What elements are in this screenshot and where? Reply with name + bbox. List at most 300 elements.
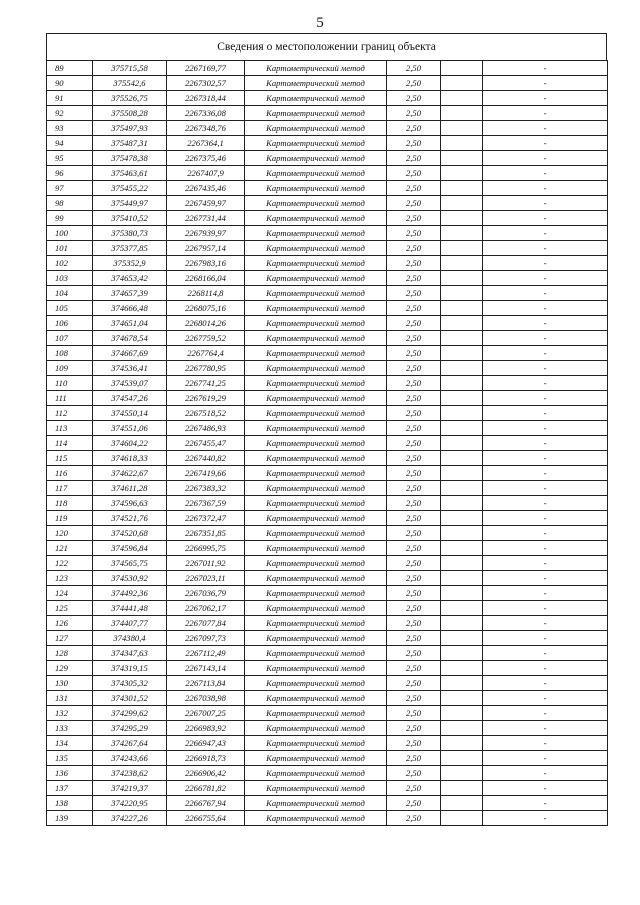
description-cell: - bbox=[483, 121, 608, 136]
method-cell: Картометрический метод bbox=[245, 286, 387, 301]
point-number-cell: 136 bbox=[47, 766, 93, 781]
description-cell: - bbox=[483, 811, 608, 826]
table-row bbox=[47, 286, 608, 301]
x-coordinate-cell: 374678,54 bbox=[93, 331, 167, 346]
method-cell: Картометрический метод bbox=[245, 391, 387, 406]
method-cell: Картометрический метод bbox=[245, 181, 387, 196]
y-coordinate-cell: 2267939,97 bbox=[167, 226, 245, 241]
x-coordinate-cell: 374596,63 bbox=[93, 496, 167, 511]
description-cell: - bbox=[483, 796, 608, 811]
accuracy-cell: 2,50 bbox=[387, 736, 441, 751]
table-row bbox=[47, 781, 608, 796]
table-row bbox=[47, 676, 608, 691]
point-number-cell: 111 bbox=[47, 391, 93, 406]
x-coordinate-cell: 374530,92 bbox=[93, 571, 167, 586]
y-coordinate-cell: 2267440,82 bbox=[167, 451, 245, 466]
y-coordinate-cell: 2267375,46 bbox=[167, 151, 245, 166]
method-cell: Картометрический метод bbox=[245, 646, 387, 661]
description-cell: - bbox=[483, 151, 608, 166]
method-cell: Картометрический метод bbox=[245, 196, 387, 211]
accuracy-cell: 2,50 bbox=[387, 691, 441, 706]
point-number-cell: 105 bbox=[47, 301, 93, 316]
coordinates-table-body bbox=[47, 61, 608, 826]
point-number-cell: 96 bbox=[47, 166, 93, 181]
y-coordinate-cell: 2267383,32 bbox=[167, 481, 245, 496]
description-cell: - bbox=[483, 451, 608, 466]
method-cell: Картометрический метод bbox=[245, 271, 387, 286]
x-coordinate-cell: 374596,84 bbox=[93, 541, 167, 556]
accuracy-cell: 2,50 bbox=[387, 91, 441, 106]
empty-cell bbox=[441, 736, 483, 751]
table-row bbox=[47, 61, 608, 76]
method-cell: Картометрический метод bbox=[245, 691, 387, 706]
table-row bbox=[47, 466, 608, 481]
point-number-cell: 124 bbox=[47, 586, 93, 601]
empty-cell bbox=[441, 706, 483, 721]
description-cell: - bbox=[483, 361, 608, 376]
point-number-cell: 115 bbox=[47, 451, 93, 466]
table-row bbox=[47, 136, 608, 151]
description-cell: - bbox=[483, 196, 608, 211]
point-number-cell: 121 bbox=[47, 541, 93, 556]
description-cell: - bbox=[483, 211, 608, 226]
method-cell: Картометрический метод bbox=[245, 721, 387, 736]
empty-cell bbox=[441, 481, 483, 496]
point-number-cell: 118 bbox=[47, 496, 93, 511]
x-coordinate-cell: 375715,58 bbox=[93, 61, 167, 76]
method-cell: Картометрический метод bbox=[245, 376, 387, 391]
method-cell: Картометрический метод bbox=[245, 61, 387, 76]
method-cell: Картометрический метод bbox=[245, 436, 387, 451]
empty-cell bbox=[441, 526, 483, 541]
x-coordinate-cell: 374653,42 bbox=[93, 271, 167, 286]
point-number-cell: 91 bbox=[47, 91, 93, 106]
empty-cell bbox=[441, 661, 483, 676]
method-cell: Картометрический метод bbox=[245, 631, 387, 646]
y-coordinate-cell: 2267336,08 bbox=[167, 106, 245, 121]
empty-cell bbox=[441, 541, 483, 556]
y-coordinate-cell: 2266995,75 bbox=[167, 541, 245, 556]
table-row bbox=[47, 106, 608, 121]
accuracy-cell: 2,50 bbox=[387, 391, 441, 406]
accuracy-cell: 2,50 bbox=[387, 526, 441, 541]
accuracy-cell: 2,50 bbox=[387, 661, 441, 676]
x-coordinate-cell: 375410,52 bbox=[93, 211, 167, 226]
y-coordinate-cell: 2267741,25 bbox=[167, 376, 245, 391]
point-number-cell: 97 bbox=[47, 181, 93, 196]
table-row bbox=[47, 451, 608, 466]
table-row bbox=[47, 391, 608, 406]
empty-cell bbox=[441, 316, 483, 331]
table-row bbox=[47, 601, 608, 616]
y-coordinate-cell: 2266906,42 bbox=[167, 766, 245, 781]
point-number-cell: 106 bbox=[47, 316, 93, 331]
accuracy-cell: 2,50 bbox=[387, 196, 441, 211]
description-cell: - bbox=[483, 271, 608, 286]
point-number-cell: 127 bbox=[47, 631, 93, 646]
empty-cell bbox=[441, 691, 483, 706]
point-number-cell: 104 bbox=[47, 286, 93, 301]
point-number-cell: 134 bbox=[47, 736, 93, 751]
description-cell: - bbox=[483, 286, 608, 301]
description-cell: - bbox=[483, 766, 608, 781]
x-coordinate-cell: 374657,39 bbox=[93, 286, 167, 301]
table-row bbox=[47, 301, 608, 316]
point-number-cell: 138 bbox=[47, 796, 93, 811]
y-coordinate-cell: 2267036,79 bbox=[167, 586, 245, 601]
x-coordinate-cell: 374565,75 bbox=[93, 556, 167, 571]
x-coordinate-cell: 374667,69 bbox=[93, 346, 167, 361]
empty-cell bbox=[441, 631, 483, 646]
method-cell: Картометрический метод bbox=[245, 121, 387, 136]
y-coordinate-cell: 2267038,98 bbox=[167, 691, 245, 706]
table-row bbox=[47, 271, 608, 286]
table-row bbox=[47, 706, 608, 721]
table-row bbox=[47, 481, 608, 496]
accuracy-cell: 2,50 bbox=[387, 151, 441, 166]
description-cell: - bbox=[483, 631, 608, 646]
y-coordinate-cell: 2267372,47 bbox=[167, 511, 245, 526]
method-cell: Картометрический метод bbox=[245, 496, 387, 511]
x-coordinate-cell: 375542,6 bbox=[93, 76, 167, 91]
empty-cell bbox=[441, 721, 483, 736]
empty-cell bbox=[441, 466, 483, 481]
empty-cell bbox=[441, 511, 483, 526]
point-number-cell: 109 bbox=[47, 361, 93, 376]
point-number-cell: 129 bbox=[47, 661, 93, 676]
empty-cell bbox=[441, 271, 483, 286]
table-row bbox=[47, 316, 608, 331]
accuracy-cell: 2,50 bbox=[387, 556, 441, 571]
table-row bbox=[47, 811, 608, 826]
description-cell: - bbox=[483, 301, 608, 316]
y-coordinate-cell: 2266947,43 bbox=[167, 736, 245, 751]
accuracy-cell: 2,50 bbox=[387, 241, 441, 256]
y-coordinate-cell: 2267764,4 bbox=[167, 346, 245, 361]
x-coordinate-cell: 374521,76 bbox=[93, 511, 167, 526]
y-coordinate-cell: 2267407,9 bbox=[167, 166, 245, 181]
method-cell: Картометрический метод bbox=[245, 526, 387, 541]
accuracy-cell: 2,50 bbox=[387, 121, 441, 136]
y-coordinate-cell: 2267486,93 bbox=[167, 421, 245, 436]
y-coordinate-cell: 2267759,52 bbox=[167, 331, 245, 346]
point-number-cell: 130 bbox=[47, 676, 93, 691]
description-cell: - bbox=[483, 61, 608, 76]
point-number-cell: 89 bbox=[47, 61, 93, 76]
method-cell: Картометрический метод bbox=[245, 241, 387, 256]
x-coordinate-cell: 374407,77 bbox=[93, 616, 167, 631]
method-cell: Картометрический метод bbox=[245, 556, 387, 571]
accuracy-cell: 2,50 bbox=[387, 421, 441, 436]
boundary-table-sheet bbox=[46, 33, 607, 826]
accuracy-cell: 2,50 bbox=[387, 286, 441, 301]
y-coordinate-cell: 2267780,95 bbox=[167, 361, 245, 376]
point-number-cell: 120 bbox=[47, 526, 93, 541]
table-row bbox=[47, 556, 608, 571]
y-coordinate-cell: 2267097,73 bbox=[167, 631, 245, 646]
method-cell: Картометрический метод bbox=[245, 811, 387, 826]
point-number-cell: 93 bbox=[47, 121, 93, 136]
x-coordinate-cell: 374347,63 bbox=[93, 646, 167, 661]
method-cell: Картометрический метод bbox=[245, 601, 387, 616]
x-coordinate-cell: 374299,62 bbox=[93, 706, 167, 721]
y-coordinate-cell: 2267318,44 bbox=[167, 91, 245, 106]
y-coordinate-cell: 2266781,82 bbox=[167, 781, 245, 796]
empty-cell bbox=[441, 346, 483, 361]
accuracy-cell: 2,50 bbox=[387, 136, 441, 151]
method-cell: Картометрический метод bbox=[245, 151, 387, 166]
point-number-cell: 103 bbox=[47, 271, 93, 286]
description-cell: - bbox=[483, 721, 608, 736]
empty-cell bbox=[441, 256, 483, 271]
y-coordinate-cell: 2268166,04 bbox=[167, 271, 245, 286]
table-row bbox=[47, 691, 608, 706]
description-cell: - bbox=[483, 706, 608, 721]
x-coordinate-cell: 374380,4 bbox=[93, 631, 167, 646]
point-number-cell: 116 bbox=[47, 466, 93, 481]
table-row bbox=[47, 661, 608, 676]
method-cell: Картометрический метод bbox=[245, 106, 387, 121]
x-coordinate-cell: 375380,73 bbox=[93, 226, 167, 241]
empty-cell bbox=[441, 166, 483, 181]
description-cell: - bbox=[483, 421, 608, 436]
accuracy-cell: 2,50 bbox=[387, 346, 441, 361]
method-cell: Картометрический метод bbox=[245, 346, 387, 361]
y-coordinate-cell: 2267731,44 bbox=[167, 211, 245, 226]
x-coordinate-cell: 374301,52 bbox=[93, 691, 167, 706]
y-coordinate-cell: 2267007,25 bbox=[167, 706, 245, 721]
table-row bbox=[47, 511, 608, 526]
point-number-cell: 131 bbox=[47, 691, 93, 706]
method-cell: Картометрический метод bbox=[245, 91, 387, 106]
x-coordinate-cell: 374220,95 bbox=[93, 796, 167, 811]
method-cell: Картометрический метод bbox=[245, 511, 387, 526]
accuracy-cell: 2,50 bbox=[387, 451, 441, 466]
x-coordinate-cell: 374267,64 bbox=[93, 736, 167, 751]
empty-cell bbox=[441, 106, 483, 121]
description-cell: - bbox=[483, 346, 608, 361]
x-coordinate-cell: 374520,68 bbox=[93, 526, 167, 541]
empty-cell bbox=[441, 361, 483, 376]
point-number-cell: 108 bbox=[47, 346, 93, 361]
description-cell: - bbox=[483, 376, 608, 391]
accuracy-cell: 2,50 bbox=[387, 541, 441, 556]
y-coordinate-cell: 2268114,8 bbox=[167, 286, 245, 301]
description-cell: - bbox=[483, 106, 608, 121]
point-number-cell: 95 bbox=[47, 151, 93, 166]
description-cell: - bbox=[483, 226, 608, 241]
empty-cell bbox=[441, 331, 483, 346]
accuracy-cell: 2,50 bbox=[387, 751, 441, 766]
x-coordinate-cell: 375526,75 bbox=[93, 91, 167, 106]
table-row bbox=[47, 331, 608, 346]
empty-cell bbox=[441, 121, 483, 136]
coordinates-table bbox=[46, 60, 608, 826]
accuracy-cell: 2,50 bbox=[387, 406, 441, 421]
accuracy-cell: 2,50 bbox=[387, 166, 441, 181]
y-coordinate-cell: 2267169,77 bbox=[167, 61, 245, 76]
y-coordinate-cell: 2267983,16 bbox=[167, 256, 245, 271]
point-number-cell: 110 bbox=[47, 376, 93, 391]
table-row bbox=[47, 421, 608, 436]
description-cell: - bbox=[483, 391, 608, 406]
empty-cell bbox=[441, 646, 483, 661]
page-number: 5 bbox=[316, 15, 324, 31]
description-cell: - bbox=[483, 466, 608, 481]
accuracy-cell: 2,50 bbox=[387, 316, 441, 331]
description-cell: - bbox=[483, 556, 608, 571]
method-cell: Картометрический метод bbox=[245, 421, 387, 436]
x-coordinate-cell: 374618,33 bbox=[93, 451, 167, 466]
table-row bbox=[47, 721, 608, 736]
y-coordinate-cell: 2267518,52 bbox=[167, 406, 245, 421]
point-number-cell: 92 bbox=[47, 106, 93, 121]
description-cell: - bbox=[483, 331, 608, 346]
table-row bbox=[47, 376, 608, 391]
empty-cell bbox=[441, 391, 483, 406]
point-number-cell: 132 bbox=[47, 706, 93, 721]
description-cell: - bbox=[483, 736, 608, 751]
description-cell: - bbox=[483, 751, 608, 766]
description-cell: - bbox=[483, 496, 608, 511]
accuracy-cell: 2,50 bbox=[387, 181, 441, 196]
description-cell: - bbox=[483, 616, 608, 631]
table-row bbox=[47, 751, 608, 766]
y-coordinate-cell: 2267957,14 bbox=[167, 241, 245, 256]
empty-cell bbox=[441, 226, 483, 241]
empty-cell bbox=[441, 421, 483, 436]
y-coordinate-cell: 2266983,92 bbox=[167, 721, 245, 736]
table-row bbox=[47, 256, 608, 271]
empty-cell bbox=[441, 286, 483, 301]
empty-cell bbox=[441, 556, 483, 571]
y-coordinate-cell: 2268075,16 bbox=[167, 301, 245, 316]
method-cell: Картометрический метод bbox=[245, 451, 387, 466]
description-cell: - bbox=[483, 256, 608, 271]
point-number-cell: 107 bbox=[47, 331, 93, 346]
table-row bbox=[47, 406, 608, 421]
point-number-cell: 133 bbox=[47, 721, 93, 736]
empty-cell bbox=[441, 796, 483, 811]
y-coordinate-cell: 2267459,97 bbox=[167, 196, 245, 211]
method-cell: Картометрический метод bbox=[245, 331, 387, 346]
description-cell: - bbox=[483, 526, 608, 541]
description-cell: - bbox=[483, 661, 608, 676]
x-coordinate-cell: 374547,26 bbox=[93, 391, 167, 406]
method-cell: Картометрический метод bbox=[245, 76, 387, 91]
empty-cell bbox=[441, 211, 483, 226]
accuracy-cell: 2,50 bbox=[387, 436, 441, 451]
x-coordinate-cell: 375497,93 bbox=[93, 121, 167, 136]
empty-cell bbox=[441, 61, 483, 76]
point-number-cell: 122 bbox=[47, 556, 93, 571]
description-cell: - bbox=[483, 601, 608, 616]
empty-cell bbox=[441, 781, 483, 796]
empty-cell bbox=[441, 196, 483, 211]
point-number-cell: 117 bbox=[47, 481, 93, 496]
table-row bbox=[47, 151, 608, 166]
table-row bbox=[47, 526, 608, 541]
y-coordinate-cell: 2267143,14 bbox=[167, 661, 245, 676]
accuracy-cell: 2,50 bbox=[387, 601, 441, 616]
accuracy-cell: 2,50 bbox=[387, 361, 441, 376]
table-row bbox=[47, 646, 608, 661]
accuracy-cell: 2,50 bbox=[387, 466, 441, 481]
empty-cell bbox=[441, 376, 483, 391]
table-row bbox=[47, 571, 608, 586]
x-coordinate-cell: 374441,48 bbox=[93, 601, 167, 616]
method-cell: Картометрический метод bbox=[245, 316, 387, 331]
table-row bbox=[47, 211, 608, 226]
table-row bbox=[47, 226, 608, 241]
x-coordinate-cell: 374227,26 bbox=[93, 811, 167, 826]
x-coordinate-cell: 375455,22 bbox=[93, 181, 167, 196]
empty-cell bbox=[441, 676, 483, 691]
table-row bbox=[47, 736, 608, 751]
description-cell: - bbox=[483, 181, 608, 196]
accuracy-cell: 2,50 bbox=[387, 811, 441, 826]
empty-cell bbox=[441, 136, 483, 151]
table-row bbox=[47, 166, 608, 181]
accuracy-cell: 2,50 bbox=[387, 616, 441, 631]
table-row bbox=[47, 196, 608, 211]
description-cell: - bbox=[483, 676, 608, 691]
empty-cell bbox=[441, 811, 483, 826]
point-number-cell: 119 bbox=[47, 511, 93, 526]
table-row bbox=[47, 436, 608, 451]
table-row bbox=[47, 616, 608, 631]
y-coordinate-cell: 2266767,94 bbox=[167, 796, 245, 811]
x-coordinate-cell: 374611,28 bbox=[93, 481, 167, 496]
x-coordinate-cell: 375449,97 bbox=[93, 196, 167, 211]
method-cell: Картометрический метод bbox=[245, 301, 387, 316]
description-cell: - bbox=[483, 166, 608, 181]
accuracy-cell: 2,50 bbox=[387, 271, 441, 286]
x-coordinate-cell: 374295,29 bbox=[93, 721, 167, 736]
table-row bbox=[47, 361, 608, 376]
method-cell: Картометрический метод bbox=[245, 571, 387, 586]
description-cell: - bbox=[483, 691, 608, 706]
method-cell: Картометрический метод bbox=[245, 676, 387, 691]
description-cell: - bbox=[483, 316, 608, 331]
y-coordinate-cell: 2266918,73 bbox=[167, 751, 245, 766]
accuracy-cell: 2,50 bbox=[387, 481, 441, 496]
point-number-cell: 126 bbox=[47, 616, 93, 631]
method-cell: Картометрический метод bbox=[245, 226, 387, 241]
point-number-cell: 99 bbox=[47, 211, 93, 226]
accuracy-cell: 2,50 bbox=[387, 781, 441, 796]
method-cell: Картометрический метод bbox=[245, 406, 387, 421]
method-cell: Картометрический метод bbox=[245, 796, 387, 811]
x-coordinate-cell: 374666,48 bbox=[93, 301, 167, 316]
table-row bbox=[47, 76, 608, 91]
x-coordinate-cell: 374492,36 bbox=[93, 586, 167, 601]
accuracy-cell: 2,50 bbox=[387, 766, 441, 781]
method-cell: Картометрический метод bbox=[245, 481, 387, 496]
method-cell: Картометрический метод bbox=[245, 211, 387, 226]
method-cell: Картометрический метод bbox=[245, 136, 387, 151]
description-cell: - bbox=[483, 541, 608, 556]
method-cell: Картометрический метод bbox=[245, 616, 387, 631]
table-row bbox=[47, 121, 608, 136]
accuracy-cell: 2,50 bbox=[387, 76, 441, 91]
y-coordinate-cell: 2267112,49 bbox=[167, 646, 245, 661]
accuracy-cell: 2,50 bbox=[387, 631, 441, 646]
empty-cell bbox=[441, 766, 483, 781]
accuracy-cell: 2,50 bbox=[387, 586, 441, 601]
y-coordinate-cell: 2267435,46 bbox=[167, 181, 245, 196]
table-row bbox=[47, 796, 608, 811]
